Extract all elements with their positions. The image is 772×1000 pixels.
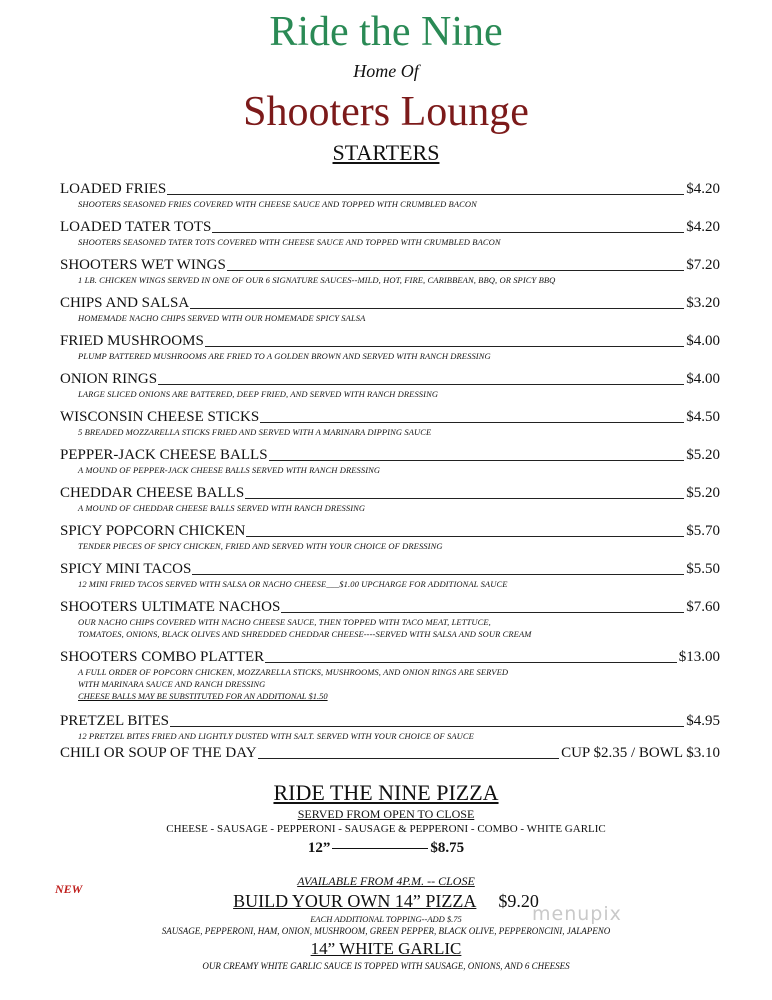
menu-item-leader [227, 270, 684, 271]
menu-item-name: WISCONSIN CHEESE STICKS [60, 409, 260, 425]
pizza-size-line [0, 838, 772, 858]
additional-topping-price: EACH ADDITIONAL TOPPING--ADD $.75 [310, 914, 462, 924]
menu-item [60, 484, 720, 514]
menu-item-header [60, 648, 720, 666]
menu-item-leader [158, 384, 684, 385]
menu-item-leader [212, 232, 684, 233]
menu-item [60, 218, 720, 248]
menu-item-name: LOADED FRIES [60, 181, 167, 197]
menu-item-header [60, 180, 720, 198]
build-your-own-label: BUILD YOUR OWN 14” PIZZA [233, 891, 477, 911]
menu-item-price: $5.20 [686, 447, 720, 463]
menu-item-description: 12 MINI FRIED TACOS SERVED WITH SALSA OR NACHO CHEESE___$1.00 UPCHARGE FOR ADDITIONAL SAUCE [78, 579, 508, 589]
menu-item [60, 332, 720, 362]
menu-item [60, 712, 720, 742]
menu-item-description: HOMEMADE NACHO CHIPS SERVED WITH OUR HOMEMADE SPICY SALSA [78, 313, 366, 323]
menu-item [60, 522, 720, 552]
menu-item-header [60, 598, 720, 616]
menu-item-price: $5.20 [686, 485, 720, 501]
menu-item-leader [269, 460, 685, 461]
menu-item-leader [170, 726, 684, 727]
menu-item-price: $3.20 [686, 295, 720, 311]
menu-item-description: 5 BREADED MOZZARELLA STICKS FRIED AND SERVED WITH A MARINARA DIPPING SAUCE [78, 427, 432, 437]
menu-item [60, 648, 720, 702]
build-your-own-line [0, 890, 772, 912]
restaurant-name: Ride the Nine [269, 9, 503, 55]
menu-item-header [60, 294, 720, 312]
menu-item-description: 1 LB. CHICKEN WINGS SERVED IN ONE OF OUR 6 SIGNATURE SAUCES--MILD, HOT, FIRE, CARIBBEAN, BBQ, OR SPICY BBQ [78, 275, 556, 285]
menu-item [60, 598, 720, 640]
menu-item-description: PLUMP BATTERED MUSHROOMS ARE FRIED TO A GOLDEN BROWN AND SERVED WITH RANCH DRESSING [78, 351, 491, 361]
pizza-size: 12” [307, 840, 331, 856]
menu-item-name: SHOOTERS COMBO PLATTER [60, 649, 265, 665]
section-title-starters: STARTERS [332, 140, 440, 165]
pizza-size-price: $8.75 [430, 840, 465, 856]
menu-item-price: $13.00 [678, 649, 720, 665]
menu-item-name: CHILI OR SOUP OF THE DAY [60, 745, 257, 761]
menu-item [60, 370, 720, 400]
venue-name: Shooters Lounge [243, 89, 529, 135]
menu-item-price: $7.60 [686, 599, 720, 615]
menu-item-leader [192, 574, 684, 575]
menupix-watermark: menupix [532, 903, 622, 925]
menu-item-description: WITH MARINARA SAUCE AND RANCH DRESSING [78, 679, 266, 689]
menu-item-name: ONION RINGS [60, 371, 158, 387]
menu-item-header [60, 712, 720, 730]
menu-item-name: LOADED TATER TOTS [60, 219, 212, 235]
menu-item-header [60, 560, 720, 578]
menu-item-header [60, 218, 720, 236]
menu-item [60, 446, 720, 476]
new-badge: NEW [55, 882, 83, 896]
menu-item-description: A FULL ORDER OF POPCORN CHICKEN, MOZZARELLA STICKS, MUSHROOMS, AND ONION RINGS ARE SERVED [78, 667, 509, 677]
menu-item-name: SPICY POPCORN CHICKEN [60, 523, 246, 539]
menu-item-description: TENDER PIECES OF SPICY CHICKEN, FRIED AND SERVED WITH YOUR CHOICE OF DRESSING [78, 541, 443, 551]
menu-item-leader [190, 308, 684, 309]
menu-item-price: $4.20 [686, 181, 720, 197]
pizza-size-leader [332, 848, 428, 849]
menu-item [60, 744, 720, 762]
menu-item-header [60, 522, 720, 540]
menu-item-price: $5.70 [686, 523, 720, 539]
menu-item-header [60, 256, 720, 274]
menu-item [60, 256, 720, 286]
menu-item [60, 180, 720, 210]
menu-item-description: A MOUND OF CHEDDAR CHEESE BALLS SERVED WITH RANCH DRESSING [78, 503, 366, 513]
menu-item-note: CHEESE BALLS MAY BE SUBSTITUTED FOR AN ADDITIONAL $1.50 [78, 691, 328, 701]
menu-item-name: PEPPER-JACK CHEESE BALLS [60, 447, 268, 463]
menu-item-name: CHIPS AND SALSA [60, 295, 190, 311]
pizza-served-hours: SERVED FROM OPEN TO CLOSE [297, 807, 475, 821]
menu-item-description: OUR NACHO CHIPS COVERED WITH NACHO CHEESE SAUCE, THEN TOPPED WITH TACO MEAT, LETTUCE, [78, 617, 491, 627]
menu-item-description: A MOUND OF PEPPER-JACK CHEESE BALLS SERVED WITH RANCH DRESSING [78, 465, 381, 475]
menu-item-description: SHOOTERS SEASONED TATER TOTS COVERED WITH CHEESE SAUCE AND TOPPED WITH CRUMBLED BACON [78, 237, 501, 247]
menu-item-name: SPICY MINI TACOS [60, 561, 192, 577]
pizza-title: RIDE THE NINE PIZZA [273, 780, 499, 805]
menu-item-description: SHOOTERS SEASONED FRIES COVERED WITH CHEESE SAUCE AND TOPPED WITH CRUMBLED BACON [78, 199, 477, 209]
menu-item [60, 560, 720, 590]
menu-item-header [60, 332, 720, 350]
menu-item-header [60, 484, 720, 502]
menu-item-name: FRIED MUSHROOMS [60, 333, 204, 349]
topping-list: SAUSAGE, PEPPERONI, HAM, ONION, MUSHROOM, GREEN PEPPER, BLACK OLIVE, PEPPERONCINI, JALAPENO [161, 926, 611, 936]
menu-item-price: $7.20 [686, 257, 720, 273]
tagline: Home Of [353, 61, 419, 81]
menu-item-header [60, 370, 720, 388]
white-garlic-description: OUR CREAMY WHITE GARLIC SAUCE IS TOPPED WITH SAUSAGE, ONIONS, AND 6 CHEESES [202, 961, 570, 971]
menu-item-name: SHOOTERS ULTIMATE NACHOS [60, 599, 281, 615]
menu-item-leader [281, 612, 684, 613]
menu-item-leader [205, 346, 684, 347]
menu-item-header [60, 408, 720, 426]
menu-item-price: $4.20 [686, 219, 720, 235]
menu-item-price: $4.95 [686, 713, 720, 729]
menu-item-price: $5.50 [686, 561, 720, 577]
menu-item-description: TOMATOES, ONIONS, BLACK OLIVES AND SHREDDED CHEDDAR CHEESE----SERVED WITH SALSA AND SOUR CREAM [78, 629, 532, 639]
menu-item-description: 12 PRETZEL BITES FRIED AND LIGHTLY DUSTED WITH SALT. SERVED WITH YOUR CHOICE OF SAUCE [78, 731, 474, 741]
menu-item-header [60, 446, 720, 464]
menu-item-leader [245, 498, 684, 499]
menu-item [60, 294, 720, 324]
build-your-own-price: $9.20 [498, 891, 539, 911]
menu-item-name: PRETZEL BITES [60, 713, 170, 729]
menu-item-leader [258, 758, 560, 759]
menu-item-name: CHEDDAR CHEESE BALLS [60, 485, 245, 501]
menu-item-price: CUP $2.35 / BOWL $3.10 [561, 745, 720, 761]
menu-item-price: $4.50 [686, 409, 720, 425]
menu-item-header [60, 744, 720, 762]
menu-item-description: LARGE SLICED ONIONS ARE BATTERED, DEEP FRIED, AND SERVED WITH RANCH DRESSING [78, 389, 439, 399]
menu-item-leader [167, 194, 684, 195]
menu-item-price: $4.00 [686, 333, 720, 349]
menu-item-price: $4.00 [686, 371, 720, 387]
menu-item [60, 408, 720, 438]
white-garlic-title: 14” WHITE GARLIC [310, 939, 462, 958]
menu-item-leader [246, 536, 684, 537]
menu-item-name: SHOOTERS WET WINGS [60, 257, 226, 273]
menu-item-leader [265, 662, 677, 663]
build-your-own-availability: AVAILABLE FROM 4P.M. -- CLOSE [297, 874, 475, 888]
pizza-types: CHEESE - SAUSAGE - PEPPERONI - SAUSAGE & PEPPERONI - COMBO - WHITE GARLIC [166, 823, 606, 835]
menu-item-leader [260, 422, 684, 423]
